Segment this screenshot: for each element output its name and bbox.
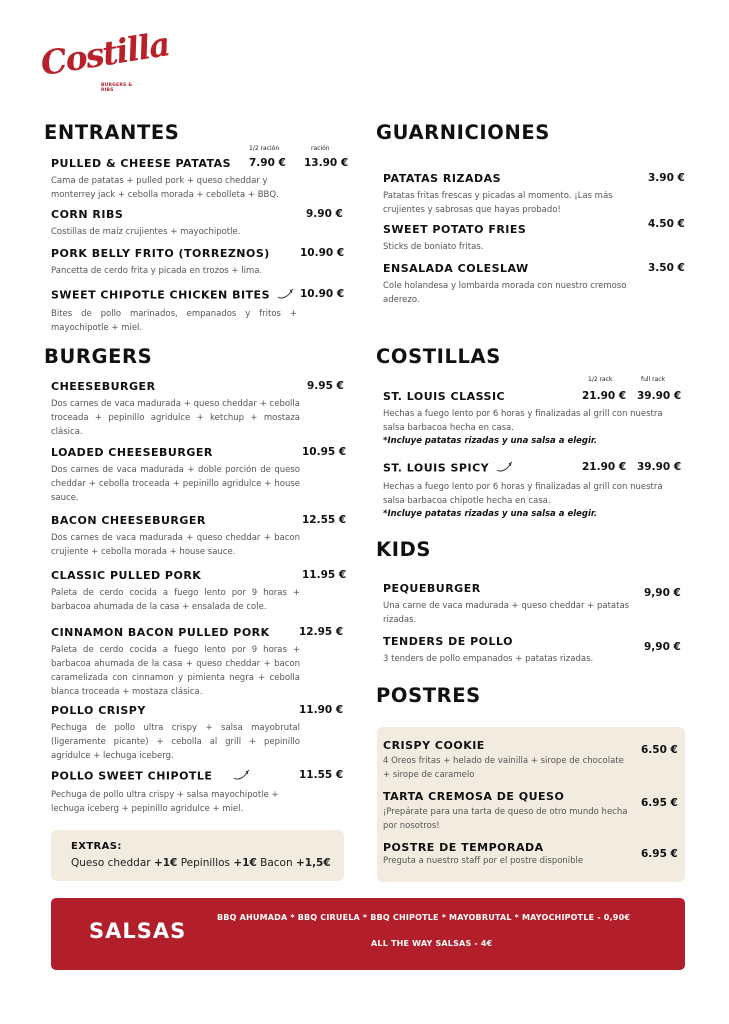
price-half-st-louis-classic: 21.90 € [582,390,627,402]
price-cinnamon-bacon-pulled-pork: 12.95 € [299,626,344,638]
chili-pepper-icon [232,769,250,784]
menu-item-sweet-chipotle-bites [51,288,297,335]
item-name: CINNAMON BACON PULLED PORK [51,626,270,639]
item-description: Sticks de boniato fritas. [383,242,484,252]
price-st-louis-spicy: 39.90 € [637,461,682,473]
extra-price: +1€ [233,857,257,869]
extras-list [71,857,331,869]
price-pollo-crispy: 11.90 € [299,704,344,716]
menu-item-loaded-cheeseburger [51,446,300,505]
item-name: PORK BELLY FRITO (TORREZNOS) [51,247,270,260]
extra-price: +1,5€ [295,857,331,869]
menu-item-ensalada-coleslaw [383,262,633,307]
item-name: POSTRE DE TEMPORADA [383,841,544,854]
extra-name: Queso cheddar [71,857,151,869]
price-cheeseburger: 9.95 € [307,380,344,392]
price-half-st-louis-spicy: 21.90 € [582,461,627,473]
item-name: CHEESEBURGER [51,380,156,393]
section-title-costillas: COSTILLAS [376,345,501,368]
menu-item-pollo-crispy [51,704,300,763]
price-classic-pulled-pork: 11.95 € [302,569,347,581]
section-title-guarniciones: GUARNICIONES [376,121,550,144]
item-name: CRISPY COOKIE [383,739,485,752]
price-tenders-de-pollo: 9,90 € [644,641,681,653]
price-pork-belly: 10.90 € [300,247,345,259]
section-title-kids: KIDS [376,538,431,561]
menu-item-crispy-cookie [383,739,628,782]
item-name [51,769,300,784]
column-head-half-racion: 1/2 ración [249,145,280,152]
price-patatas-rizadas: 3.90 € [648,172,685,184]
item-name: CORN RIBS [51,208,124,221]
item-description: Pechuga de pollo ultra crispy + salsa mayochipotle + lechuga iceberg + pepinillo agridulce + miel. [51,790,279,814]
item-description: Cole holandesa y lombarda morada con nuestro cremoso aderezo. [383,281,627,305]
chili-pepper-icon [276,288,294,303]
extra-name: Bacon [260,857,293,869]
item-description: Hechas a fuego lento por 6 horas y finalizadas al grill con nuestra salsa barbacoa hecha en casa. [383,409,663,433]
salsas-list: BBQ AHUMADA * BBQ CIRUELA * BBQ CHIPOTLE * MAYOBRUTAL * MAYOCHIPOTLE - 0,90€ [217,913,631,922]
price-bacon-cheeseburger: 12.55 € [302,514,347,526]
item-name-text: POLLO SWEET CHIPOTLE [51,769,213,783]
salsas-title: SALSAS [89,919,187,943]
price-pequeburger: 9,90 € [644,587,681,599]
item-description: 3 tenders de pollo empanados + patatas rizadas. [383,654,594,664]
menu-item-corn-ribs [51,208,297,239]
price-sweet-chipotle-bites: 10.90 € [300,288,345,300]
price-postre-temporada: 6.95 € [641,848,678,860]
item-description: Pancetta de cerdo frita y picada en trozos + lima. [51,266,263,276]
item-name: TARTA CREMOSA DE QUESO [383,790,565,803]
menu-item-patatas-rizadas [383,172,633,217]
salsas-banner [51,898,685,970]
item-description: Cama de patatas + pulled pork + queso cheddar y monterrey jack + cebolla morada + cebolleta + BBQ. [51,176,279,200]
item-description: Dos carnes de vaca madurada + doble porción de queso cheddar + cebolla troceada + pepinillo agridulce + house sauce. [51,465,300,503]
chili-pepper-icon [495,461,513,476]
item-name: TENDERS DE POLLO [383,635,513,648]
item-description: Dos carnes de vaca madurada + queso cheddar + cebolla troceada + pepinillo agridulce + ketchup + mostaza clásica. [51,399,300,437]
item-description: 4 Oreos fritas + helado de vainilla + sirope de chocolate + sirope de caramelo [383,756,624,780]
menu-item-pork-belly [51,247,297,278]
menu-item-cheeseburger [51,380,300,439]
logo-tagline: BURGERS & RIBS [101,83,133,93]
menu-item-sweet-potato-fries [383,223,633,254]
item-note: *Incluye patatas rizadas y una salsa a elegir. [383,436,598,446]
item-name: CLASSIC PULLED PORK [51,569,202,582]
menu-item-tarta-cremosa [383,790,628,833]
column-head-half-rack: 1/2 rack [588,376,613,383]
item-description: Pechuga de pollo ultra crispy + salsa mayobrutal (ligeramente picante) + cebolla al grill + pepinillo agridulce + lechuga iceberg. [51,723,300,761]
item-description: Preguta a nuestro staff por el postre disponible [383,856,584,866]
item-description: ¡Prepárate para una tarta de queso de otro mundo hecha por nosotros! [383,807,628,831]
menu-item-classic-pulled-pork [51,569,300,614]
item-description: Hechas a fuego lento por 6 horas y finalizadas al grill con nuestra salsa barbacoa chipotle hecha en casa. [383,482,663,506]
price-sweet-potato-fries: 4.50 € [648,218,685,230]
extra-price: +1€ [153,857,178,869]
logo-wordmark: Costilla [37,24,172,83]
item-name: ST. LOUIS CLASSIC [383,390,506,403]
costilla-logo [37,24,172,104]
column-head-racion: ración [311,145,330,152]
item-name: POLLO CRISPY [51,704,146,717]
extras-title: EXTRAS: [71,841,122,852]
column-head-full-rack: full rack [641,376,666,383]
price-half-pulled-cheese: 7.90 € [249,157,286,169]
item-name-text: ST. LOUIS SPICY [383,461,490,475]
price-tarta-cremosa: 6.95 € [641,797,678,809]
item-description: Patatas fritas frescas y picadas al momento. ¡Las más crujientes y sabrosas que hayas probado! [383,191,613,215]
section-title-postres: POSTRES [376,684,481,707]
item-name: LOADED CHEESEBURGER [51,446,213,459]
item-description: Paleta de cerdo cocida a fuego lento por 9 horas + barbacoa ahumada de la casa + queso cheddar + bacon caramelizada con cinnamon y pimienta negra + cebolla blanca troceada + mostaza clásica. [51,645,300,697]
item-description: Paleta de cerdo cocida a fuego lento por 9 horas + barbacoa ahumada de la casa + ensalada de cole. [51,588,300,612]
price-st-louis-classic: 39.90 € [637,390,682,402]
item-description: Bites de pollo marinados, empanados y fritos + mayochipotle + miel. [51,309,297,333]
price-crispy-cookie: 6.50 € [641,744,678,756]
salsas-all-the-way: ALL THE WAY SALSAS - 4€ [371,939,493,948]
price-pulled-cheese: 13.90 € [304,157,349,169]
menu-item-pequeburger [383,582,655,627]
section-title-entrantes: ENTRANTES [44,121,180,144]
extras-box [51,830,344,881]
menu-item-tenders-de-pollo [383,635,655,666]
menu-item-bacon-cheeseburger [51,514,300,559]
price-corn-ribs: 9.90 € [306,208,343,220]
item-name: ENSALADA COLESLAW [383,262,529,275]
menu-item-pollo-sweet-chipotle [51,769,300,816]
item-name: SWEET POTATO FRIES [383,223,527,236]
price-loaded-cheeseburger: 10.95 € [302,446,347,458]
item-name: BACON CHEESEBURGER [51,514,206,527]
menu-item-postre-temporada [383,841,633,868]
item-description: Dos carnes de vaca madurada + queso cheddar + bacon crujiente + cebolla morada + house sauce. [51,533,300,557]
price-ensalada-coleslaw: 3.50 € [648,262,685,274]
section-title-burgers: BURGERS [44,345,153,368]
item-name [51,288,297,303]
item-description: Una carne de vaca madurada + queso cheddar + patatas rizadas. [383,601,630,625]
item-name: PULLED & CHEESE PATATAS [51,157,232,170]
item-note: *Incluye patatas rizadas y una salsa a elegir. [383,509,598,519]
item-description: Costillas de maíz crujientes + mayochipotle. [51,227,241,237]
item-name-text: SWEET CHIPOTLE CHICKEN BITES [51,288,270,302]
price-pollo-sweet-chipotle: 11.55 € [299,769,344,781]
item-name: PATATAS RIZADAS [383,172,502,185]
menu-item-cinnamon-bacon-pulled-pork [51,626,300,699]
extra-name: Pepinillos [180,857,231,869]
item-name: PEQUEBURGER [383,582,481,595]
